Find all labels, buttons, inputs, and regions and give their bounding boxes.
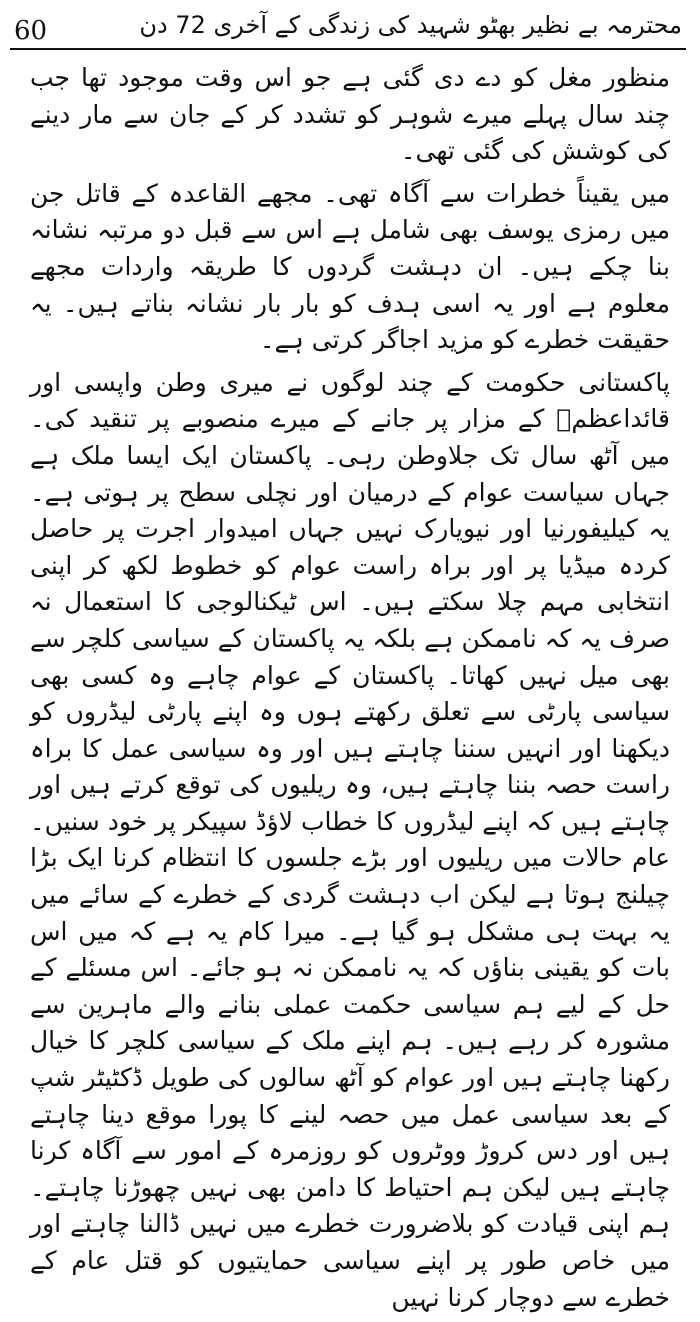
paragraph: میں یقیناً خطرات سے آگاہ تھی۔ مجھے القاعدہ کے قاتل جن میں رمزی یوسف بھی شامل ہے اس سے قبل دو مرتبہ نشانہ بنا چکے ہیں۔ ان دہشت گردوں کا طریقہ واردات مجھے معلوم ہے اور یہ اسی ہدف کو بار بار نشانہ بناتے ہیں۔ یہ حقیقت خطرے کو مزید اجاگر کرتی ہے۔	[30, 178, 670, 355]
page-header	[10, 4, 686, 50]
body-text	[30, 60, 670, 1322]
page-number: 60	[14, 16, 48, 46]
paragraph: منظور مغل کو دے دی گئی ہے جو اس وقت موجود تھا جب چند سال پہلے میرے شوہر کو تشدد کر کے جان سے مار دینے کی کوشش کی گئی تھی۔	[30, 63, 670, 166]
paragraph: پاکستانی حکومت کے چند لوگوں نے میری وطن واپسی اور قائداعظمؒ کے مزار پر جانے کے میرے منصوبے پر تنقید کی۔ میں آٹھ سال تک جلاوطن رہی۔ پاکستان ایک ایسا ملک ہے جہاں سیاست عوام کے درمیان اور نچلی سطح پر ہوتی ہے۔ یہ کیلیفورنیا اور نیویارک نہیں جہاں امیدوار اجرت پر حاصل کردہ میڈیا پر اور براہ راست عوام کو خطوط لکھ کر اپنی انتخابی مہم چلا سکتے ہیں۔ اس ٹیکنالوجی کا استعمال نہ صرف یہ کہ ناممکن ہے بلکہ یہ پاکستان کے سیاسی کلچر سے بھی میل نہیں کھاتا۔ پاکستان کے عوام چاہے وہ کسی بھی سیاسی پارٹی سے تعلق رکھتے ہوں وہ اپنے پارٹی لیڈروں کو دیکھنا اور انہیں سننا چاہتے ہیں اور وہ سیاسی عمل کا براہ راست حصہ بننا چاہتے ہیں، وہ ریلیوں کی توقع کرتے ہیں اور چاہتے ہیں کہ اپنے لیڈروں کا خطاب لاؤڈ سپیکر پر خود سنیں۔ عام حالات میں ریلیوں اور بڑے جلسوں کا انتظام کرنا ایک بڑا چیلنج ہوتا ہے لیکن اب دہشت گردی کے خطرے کے سائے میں یہ بہت ہی مشکل ہو گیا ہے۔ میرا کام یہ ہے کہ میں اس بات کو یقینی بناؤں کہ یہ ناممکن نہ ہو جائے۔ اس مسئلے کے حل کے لیے ہم سیاسی حکمت عملی بنانے والے ماہرین سے مشورہ کر رہے ہیں۔ ہم اپنے ملک کے سیاسی کلچر کا خیال رکھنا چاہتے ہیں اور عوام کو آٹھ سالوں کی طویل ڈکٹیٹر شپ کے بعد سیاسی عمل میں حصہ لینے کا پورا موقع دینا چاہتے ہیں اور دس کروڑ ووٹروں کو روزمرہ کے امور سے آگاہ کرنا چاہتے ہیں لیکن ہم احتیاط کا دامن بھی نہیں چھوڑنا چاہتے۔ ہم اپنی قیادت کو بلاضرورت خطرے میں نہیں ڈالنا چاہتے اور میں خاص طور پر اپنے سیاسی حمایتیوں کو قتل عام کے خطرے سے دوچار کرنا نہیں	[30, 367, 670, 1312]
book-title: محترمہ بے نظیر بھٹو شہید کی زندگی کے آخری 72 دن	[139, 11, 682, 39]
